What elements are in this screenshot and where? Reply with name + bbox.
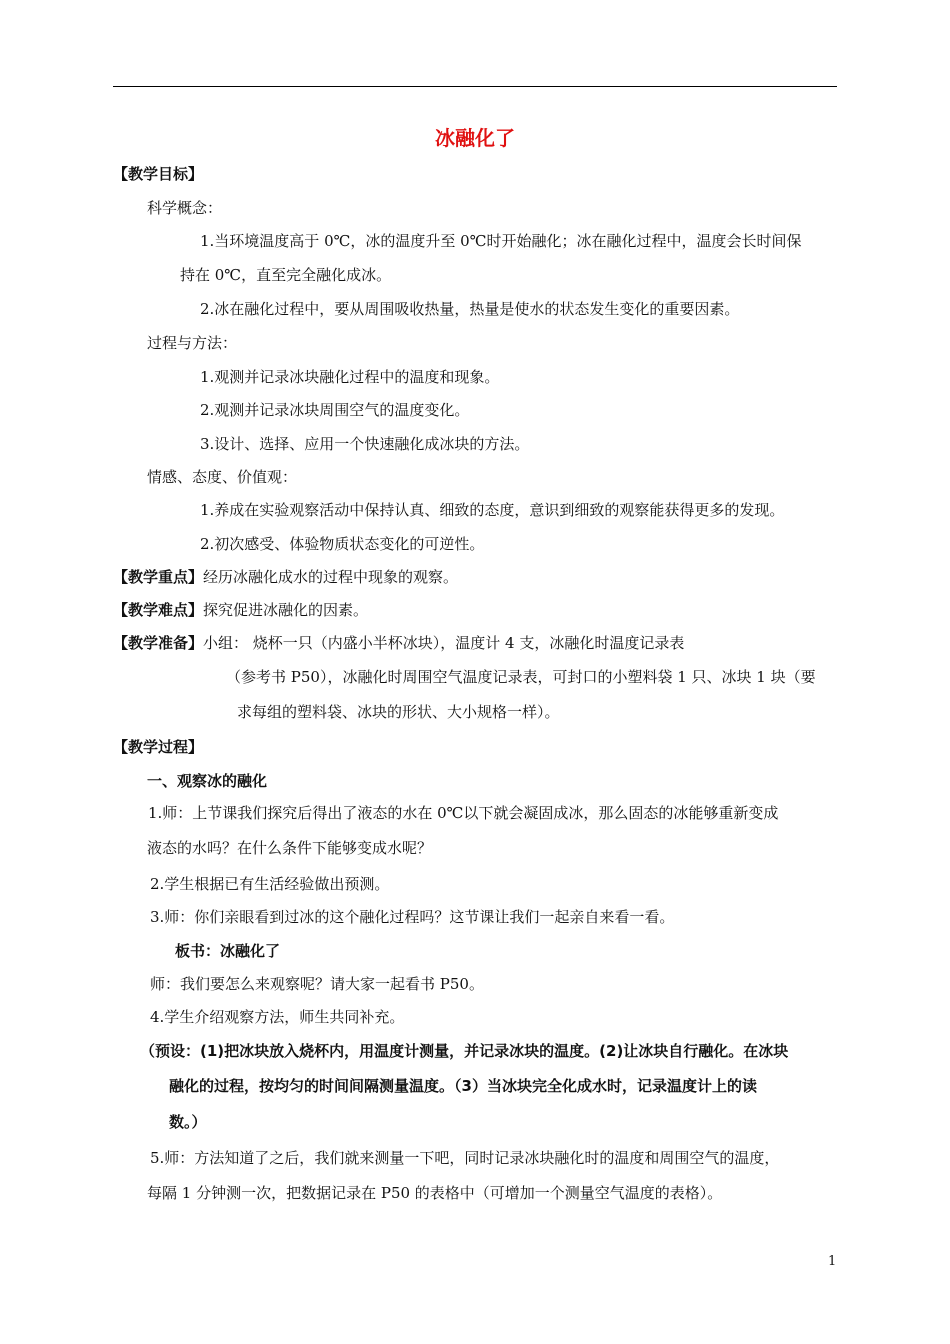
prep-heading: 【教学准备】 xyxy=(113,634,204,652)
method-1: 1.观测并记录冰块融化过程中的温度和现象。 xyxy=(200,368,500,386)
goals-heading: 【教学目标】 xyxy=(113,165,204,183)
concept-1a: 1.当环境温度高于 0℃，冰的温度升至 0℃时开始融化；冰在融化过程中，温度会长时间保 xyxy=(200,232,802,250)
difficulty-text: 探究促进冰融化的因素。 xyxy=(203,601,369,619)
key-text: 经历冰融化成水的过程中现象的观察。 xyxy=(203,568,459,586)
process-p2: 2.学生根据已有生活经验做出预测。 xyxy=(150,875,390,893)
prep-text-3: 求每组的塑料袋、冰块的形状、大小规格一样）。 xyxy=(237,703,560,721)
concept-label: 科学概念： xyxy=(147,199,223,217)
process-heading: 【教学过程】 xyxy=(113,738,204,756)
key-point xyxy=(113,567,458,587)
page-number: 1 xyxy=(828,1254,837,1269)
process-p1b: 液态的水吗？在什么条件下能够变成水呢？ xyxy=(147,839,433,857)
preset-c: 数。） xyxy=(169,1113,207,1131)
method-3: 3.设计、选择、应用一个快速融化成冰块的方法。 xyxy=(200,435,530,453)
header-rule xyxy=(113,86,837,87)
attitude-2: 2.初次感受、体验物质状态变化的可逆性。 xyxy=(200,535,485,553)
process-p1a: 1.师：上节课我们探究后得出了液态的水在 0℃以下就会凝固成冰，那么固态的冰能够重新变成 xyxy=(148,804,779,822)
prep-point xyxy=(113,633,684,653)
key-heading: 【教学重点】 xyxy=(113,568,204,586)
concept-1b: 持在 0℃，直至完全融化成冰。 xyxy=(180,266,392,284)
section-1-heading: 一、观察冰的融化 xyxy=(147,772,268,790)
process-teacher-line: 师：我们要怎么来观察呢？请大家一起看书 P50。 xyxy=(150,975,484,993)
board-writing: 板书：冰融化了 xyxy=(175,942,281,960)
page-title: 冰融化了 xyxy=(435,126,515,150)
process-p5b: 每隔 1 分钟测一次，把数据记录在 P50 的表格中（可增加一个测量空气温度的表格）。 xyxy=(147,1184,723,1202)
method-label: 过程与方法： xyxy=(147,334,238,352)
concept-2: 2.冰在融化过程中，要从周围吸收热量，热量是使水的状态发生变化的重要因素。 xyxy=(200,300,740,318)
difficulty-point xyxy=(113,600,368,620)
process-p4: 4.学生介绍观察方法，师生共同补充。 xyxy=(150,1008,405,1026)
method-2: 2.观测并记录冰块周围空气的温度变化。 xyxy=(200,401,470,419)
prep-text-1: 小组： 烧杯一只（内盛小半杯冰块），温度计 4 支，冰融化时温度记录表 xyxy=(203,634,685,652)
preset-b: 融化的过程，按均匀的时间间隔测量温度。（3）当冰块完全化成水时，记录温度计上的读 xyxy=(169,1077,757,1095)
process-p3: 3.师：你们亲眼看到过冰的这个融化过程吗？这节课让我们一起亲自来看一看。 xyxy=(150,908,675,926)
attitude-label: 情感、态度、价值观： xyxy=(147,468,298,486)
prep-text-2: （参考书 P50），冰融化时周围空气温度记录表，可封口的小塑料袋 1 只、冰块 1 块（要 xyxy=(226,668,816,686)
attitude-1: 1.养成在实验观察活动中保持认真、细致的态度，意识到细致的观察能获得更多的发现。 xyxy=(200,501,785,519)
process-p5a: 5.师：方法知道了之后，我们就来测量一下吧，同时记录冰块融化时的温度和周围空气的温度， xyxy=(150,1149,780,1167)
preset-a: （预设：(1)把冰块放入烧杯内，用温度计测量，并记录冰块的温度。(2)让冰块自行融化。在冰块 xyxy=(140,1042,789,1060)
difficulty-heading: 【教学难点】 xyxy=(113,601,204,619)
